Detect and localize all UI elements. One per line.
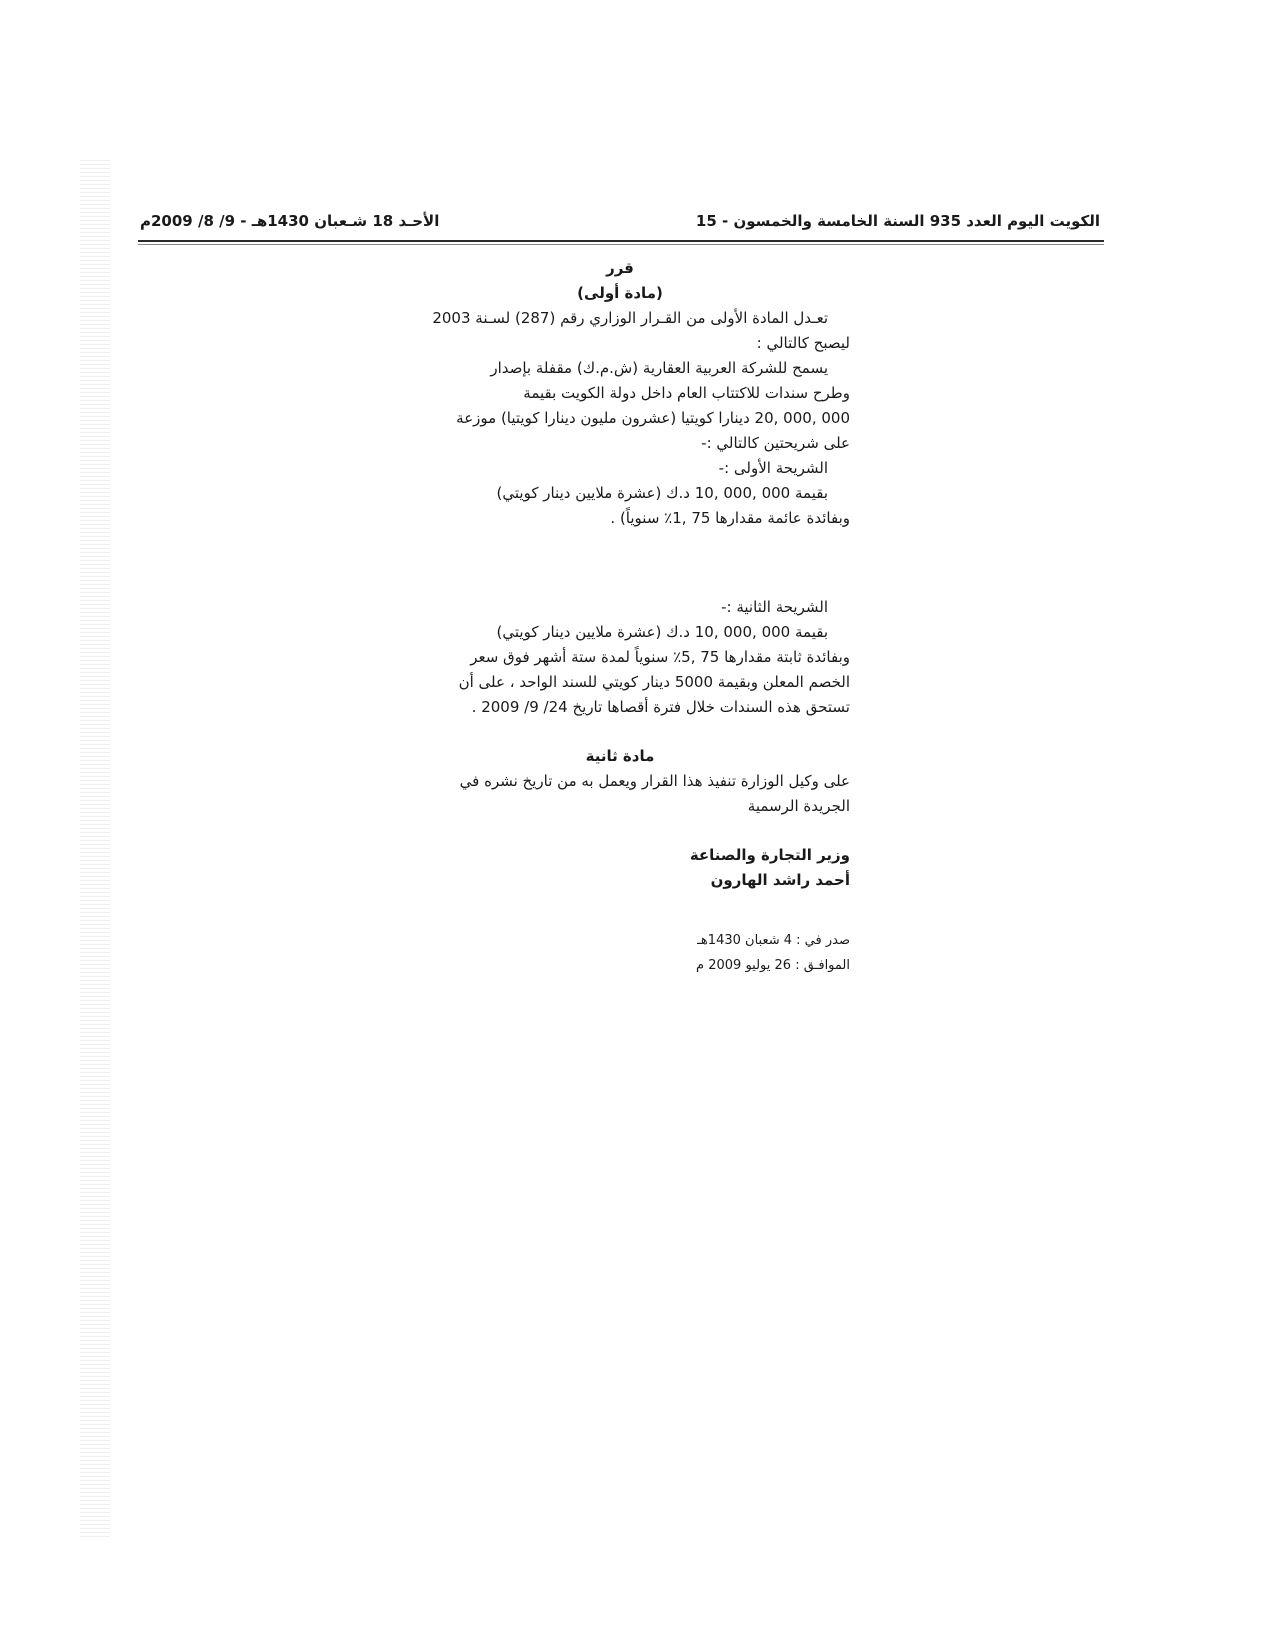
tranche2-line: بقيمة 000 ,000 ,10 د.ك (عشرة ملايين دينار كويتي) <box>496 623 828 641</box>
scan-noise <box>80 160 110 1540</box>
article1-line: وطرح سندات للاكتتاب العام داخل دولة الكويت بقيمة <box>523 384 850 402</box>
issued-date-hijri: صدر في : 4 شعبان 1430هـ <box>697 933 850 948</box>
article2-line: على وكيل الوزارة تنفيذ هذا القرار ويعمل به من تاريخ نشره في <box>459 772 850 790</box>
tranche1-line: بقيمة 000 ,000 ,10 د.ك (عشرة ملايين دينار كويتي) <box>496 484 828 502</box>
issued-block <box>560 928 850 978</box>
article1-line: 000 ,000 ,20 دينارا كويتيا (عشرون مليون دينارا كويتيا) موزعة <box>456 409 850 427</box>
tranche2-line: وبفائدة ثابتة مقدارها 75 ,5٪ سنوياً لمدة ستة أشهر فوق سعر <box>470 648 850 666</box>
decision-heading: قرر <box>606 259 634 277</box>
article1-line: يسمح للشركة العربية العقارية (ش.م.ك) مقفلة بإصدار <box>490 359 828 377</box>
spacer <box>390 819 850 843</box>
article2-title: مادة ثانية <box>585 747 655 765</box>
article1-line: على شريحتين كالتالي :- <box>701 434 850 452</box>
tranche2-line: الخصم المعلن وبقيمة 5000 دينار كويتي للسند الواحد ، على أن <box>458 673 850 691</box>
article1-line: ليصبح كالتالي : <box>756 334 850 352</box>
header-issue-info: الكويت اليوم العدد 935 السنة الخامسة والخمسون - 15 <box>695 212 1100 230</box>
signature-title: وزير التجارة والصناعة <box>689 846 850 864</box>
article1-line: تعـدل المادة الأولى من القـرار الوزاري رقم (287) لسـنة 2003 <box>432 309 828 327</box>
tranche2-title: الشريحة الثانية :- <box>721 598 828 616</box>
tranche2-line: تستحق هذه السندات خلال فترة أقصاها تاريخ 24/ 9/ 2009 . <box>471 698 850 716</box>
signature-name: أحمد راشد الهارون <box>710 871 850 889</box>
article1-title: (مادة أولى) <box>577 284 663 302</box>
header-rule <box>138 240 1104 245</box>
tranche1-title: الشريحة الأولى :- <box>718 459 828 477</box>
spacer <box>390 720 850 744</box>
issued-date-gregorian: الموافـق : 26 يوليو 2009 م <box>696 958 850 973</box>
decision-body <box>390 256 850 893</box>
gazette-header <box>140 208 1100 238</box>
header-date: الأحـد 18 شـعبان 1430هـ - 9/ 8/ 2009م <box>140 212 440 230</box>
article2-line: الجريدة الرسمية <box>747 797 850 815</box>
tranche1-line: وبفائدة عائمة مقدارها 75 ,1٪ سنوياً) . <box>610 509 850 527</box>
spacer <box>390 531 850 595</box>
